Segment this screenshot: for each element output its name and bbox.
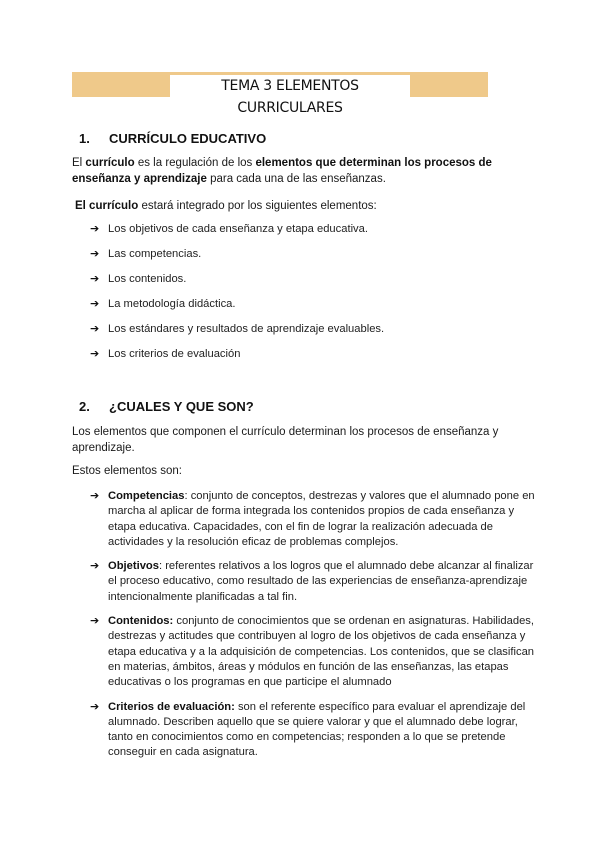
list-item-text: La metodología didáctica.: [108, 298, 236, 310]
text-run: para cada una de las enseñanzas.: [206, 173, 386, 185]
list-item-text: Las competencias.: [108, 248, 202, 260]
text-run: :: [158, 560, 166, 573]
list-item-text: Los objetivos de cada enseñanza y etapa educativa.: [108, 223, 368, 235]
section1-heading: [79, 131, 266, 146]
section1-paragraph-2: [75, 198, 535, 214]
arrow-icon: ➔: [90, 700, 100, 713]
definition-text: referentes relativos a los logros que el alumnado debe alcanzar al finalizar el proceso educativo, como resultado de las experiencias de enseñanza-aprendizaje intencionalmente planificadas a tal fin.: [108, 560, 534, 603]
list-item-text: Los criterios de evaluación: [108, 348, 241, 360]
definitions-list: [90, 489, 536, 770]
title-box: [170, 75, 410, 116]
text-run: :: [184, 490, 191, 502]
bold-run: currículo: [85, 157, 135, 169]
text-run: estará integrado por los siguientes elementos:: [138, 200, 377, 212]
arrow-icon: ➔: [90, 490, 100, 502]
definition-item: [90, 614, 536, 690]
definition-text: conjunto de conocimientos que se ordenan en asignaturas. Habilidades, destrezas y actitudes que contribuyen al logro de los objetivos de cada enseñanza y etapa educativa y a la adquisición de competencias. Los contenidos, que se clasifican en materias, ámbitos, áreas y módulos en función de las enseñanzas, las etapas educativas o los programas en que participe el alumnado: [108, 615, 535, 689]
section1-paragraph-1: [72, 155, 532, 187]
arrow-icon: ➔: [90, 560, 100, 573]
list-item-text: Los estándares y resultados de aprendizaje evaluables.: [108, 323, 385, 335]
arrow-icon: ➔: [90, 615, 100, 628]
section1-title: CURRÍCULO EDUCATIVO: [109, 131, 267, 146]
section2-paragraph-1: Los elementos que componen el currículo determinan los procesos de enseñanza y aprendizaje.: [72, 426, 499, 454]
elements-list: [90, 222, 530, 372]
arrow-icon: ➔: [90, 248, 100, 260]
arrow-icon: ➔: [90, 298, 100, 310]
list-item: [90, 247, 530, 272]
list-item: [90, 272, 530, 297]
arrow-icon: ➔: [90, 323, 100, 335]
list-item: [90, 297, 530, 322]
list-item: [90, 222, 530, 247]
list-item: [90, 347, 530, 372]
arrow-icon: ➔: [90, 273, 100, 285]
definition-term: Contenidos:: [108, 615, 174, 628]
definition-item: [90, 559, 536, 605]
arrow-icon: ➔: [90, 223, 100, 235]
definition-text: conjunto de conceptos, destrezas y valores que el alumnado pone en marcha al aplicar de forma integrada los contenidos propios de cada enseñanza y etapa educativa. Capacidades, con el fin de lograr la realización adecuada de actividades y la resolución eficaz de problemas complejos.: [108, 490, 535, 548]
definition-term: Objetivos: [108, 560, 159, 573]
text-run: El: [72, 157, 86, 169]
section2-number: 2.: [79, 399, 90, 414]
bold-run: elementos que determinan los procesos de enseñanza y aprendizaje: [72, 157, 492, 185]
section1-number: 1.: [79, 131, 90, 146]
arrow-icon: ➔: [90, 348, 100, 360]
definition-term: Competencias: [108, 490, 185, 502]
page-title: TEMA 3 ELEMENTOS CURRICULARES: [221, 78, 359, 116]
text-run: es la regulación de los: [134, 157, 256, 169]
list-item: [90, 322, 530, 347]
definition-text: son el referente específico para evaluar el aprendizaje del alumnado. Describen aquello que se quiere valorar y que el alumnado debe lograr, tanto en conocimientos como en competencias; responden a lo que se pretende conseguir en cada asignatura.: [108, 700, 526, 759]
list-item-text: Los contenidos.: [108, 273, 187, 285]
definition-item: [90, 700, 536, 761]
section2-paragraph-2: Estos elementos son:: [72, 465, 182, 477]
definition-item: [90, 489, 536, 550]
section2-heading: [79, 399, 254, 414]
bold-run: El currículo: [75, 200, 139, 212]
section2-title: ¿CUALES Y QUE SON?: [109, 399, 254, 414]
definition-term: Criterios de evaluación:: [108, 700, 235, 713]
